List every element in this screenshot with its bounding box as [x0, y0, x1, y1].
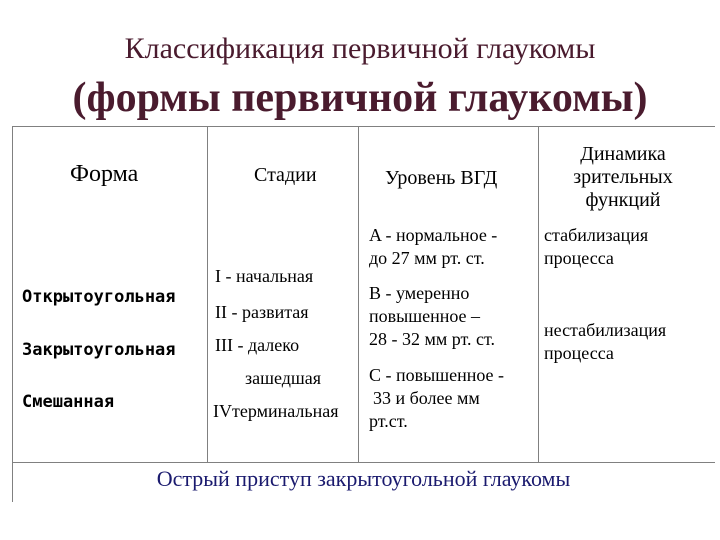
- table-top-border: [12, 126, 715, 127]
- dynamics-unstable-line: нестабилизация: [544, 320, 667, 340]
- form-mixed: Смешанная: [22, 392, 115, 412]
- iop-level-c: [369, 364, 504, 433]
- slide-subtitle: (формы первичной глаукомы): [72, 75, 648, 121]
- stage-3-continued: зашедшая: [245, 368, 321, 388]
- iop-level-b-line: B - умеренно: [369, 283, 470, 303]
- stage-1: I - начальная: [215, 266, 314, 286]
- stage-3: III - далеко: [215, 335, 300, 355]
- iop-level-a-line: A - нормальное -: [369, 225, 498, 245]
- header-iop: Уровень ВГД: [385, 167, 498, 189]
- dynamics-unstable: [544, 319, 666, 365]
- header-form: Форма: [70, 161, 139, 187]
- footer-divider: [12, 462, 715, 463]
- stage-4: IVтерминальная: [213, 401, 339, 421]
- column-divider-1: [207, 126, 208, 462]
- header-dynamics: [548, 143, 698, 212]
- iop-level-a-line: до 27 мм рт. ст.: [369, 248, 485, 268]
- dynamics-stable-line: стабилизация: [544, 225, 649, 245]
- header-dynamics-line: функций: [585, 189, 661, 211]
- iop-level-b: [369, 282, 495, 351]
- iop-level-b-line: повышенное –: [369, 306, 481, 326]
- iop-level-a: [369, 224, 497, 270]
- table-left-border: [12, 126, 13, 502]
- column-divider-2: [358, 126, 359, 462]
- acute-attack-note: Острый приступ закрытоугольной глаукомы: [156, 466, 571, 491]
- slide-title: Классификация первичной глаукомы: [124, 32, 596, 65]
- iop-level-c-line: рт.ст.: [369, 411, 408, 431]
- dynamics-stable: [544, 224, 648, 270]
- stage-2: II - развитая: [215, 302, 309, 322]
- iop-level-c-line: C - повышенное -: [369, 365, 505, 385]
- dynamics-unstable-line: процесса: [544, 343, 614, 363]
- form-closed-angle: Закрытоугольная: [22, 340, 176, 360]
- header-dynamics-line: зрительных: [573, 166, 673, 188]
- form-open-angle: Открытоугольная: [22, 287, 176, 307]
- iop-level-b-line: 28 - 32 мм рт. ст.: [369, 329, 496, 349]
- dynamics-stable-line: процесса: [544, 248, 614, 268]
- iop-level-c-line: 33 и более мм: [373, 388, 480, 408]
- header-stages: Стадии: [254, 164, 317, 186]
- header-dynamics-line: Динамика: [580, 143, 666, 165]
- column-divider-3: [538, 126, 539, 462]
